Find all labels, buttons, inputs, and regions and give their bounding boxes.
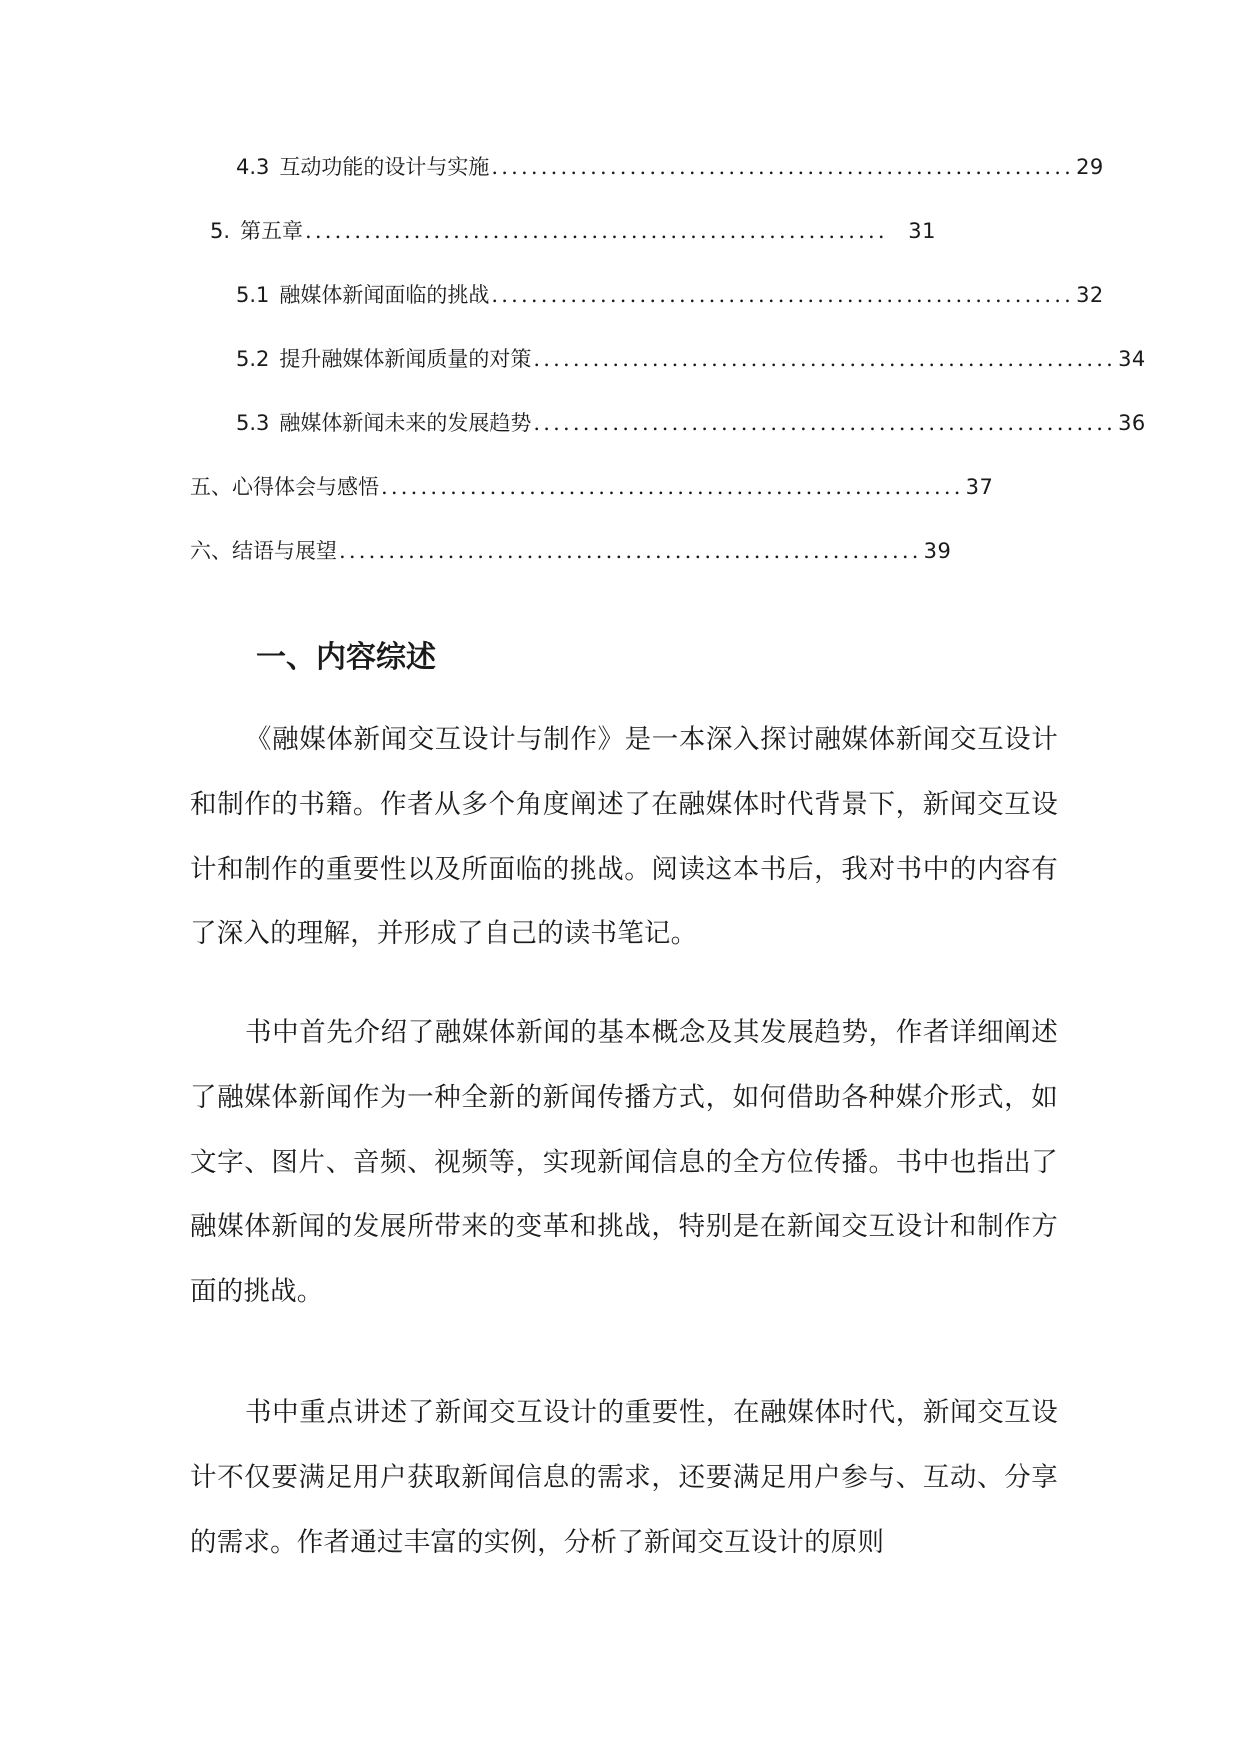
toc-entry[interactable] (210, 216, 936, 246)
toc-entry-page: 32 (1076, 283, 1104, 307)
toc-entry-page: 31 (908, 219, 936, 243)
toc-entry-title: 融媒体新闻面临的挑战 (279, 283, 490, 307)
toc-entry[interactable] (236, 152, 1104, 182)
toc-entry-title: 融媒体新闻未来的发展趋势 (279, 411, 532, 435)
toc-entry[interactable] (236, 344, 1146, 374)
toc-entry-page: 29 (1076, 155, 1104, 179)
toc-entry-page: 37 (965, 475, 994, 499)
body-paragraph: 《融媒体新闻交互设计与制作》是一本深入探讨融媒体新闻交互设计和制作的书籍。作者从多个角度阐述了在融媒体时代背景下，新闻交互设计和制作的重要性以及所面临的挑战。阅读这本书后，我对书中的内容有了深入的理解，并形成了自己的读书笔记。 (190, 724, 1058, 950)
toc-entry-title: 六、结语与展望 (190, 539, 337, 563)
toc-dot-leader: ........................................................... (491, 155, 1075, 179)
body-paragraph: 书中首先介绍了融媒体新闻的基本概念及其发展趋势，作者详细阐述了融媒体新闻作为一种全新的新闻传播方式，如何借助各种媒介形式，如文字、图片、音频、视频等，实现新闻信息的全方位传播。书中也指出了融媒体新闻的发展所带来的变革和挑战，特别是在新闻交互设计和制作方面的挑战。 (190, 1017, 1058, 1308)
toc-dot-leader: ........................................................... (339, 539, 922, 563)
toc-dot-leader: ........................................................... (491, 283, 1075, 307)
toc-entry[interactable] (236, 280, 1104, 310)
toc-entry-number: 4.3 (236, 155, 270, 179)
toc-entry-number: 5.3 (236, 411, 270, 435)
toc-entry-title: 互动功能的设计与实施 (279, 155, 490, 179)
toc-dot-leader: ........................................................... (533, 411, 1117, 435)
toc-entry-number: 5.2 (236, 347, 270, 371)
toc-entry-page: 36 (1118, 411, 1146, 435)
body-paragraph: 书中重点讲述了新闻交互设计的重要性，在融媒体时代，新闻交互设计不仅要满足用户获取新闻信息的需求，还要满足用户参与、互动、分享的需求。作者通过丰富的实例，分析了新闻交互设计的原则 (190, 1397, 1058, 1558)
toc-dot-leader: ........................................................... (381, 475, 964, 499)
toc-entry-number: 5. (210, 219, 231, 243)
section-heading: 一、内容综述 (256, 640, 436, 675)
toc-entry-page: 34 (1118, 347, 1146, 371)
toc-entry-number: 5.1 (236, 283, 270, 307)
toc-entry-title: 五、心得体会与感悟 (190, 475, 379, 499)
toc-entry-title: 提升融媒体新闻质量的对策 (279, 347, 532, 371)
toc-entry[interactable] (190, 536, 952, 566)
toc-entry[interactable] (190, 472, 994, 502)
toc-entry[interactable] (236, 408, 1146, 438)
toc-entry-page: 39 (923, 539, 952, 563)
toc-entry-title: 第五章 (240, 219, 304, 243)
toc-dot-leader: ........................................................... (305, 219, 888, 243)
toc-dot-leader: ........................................................... (533, 347, 1117, 371)
